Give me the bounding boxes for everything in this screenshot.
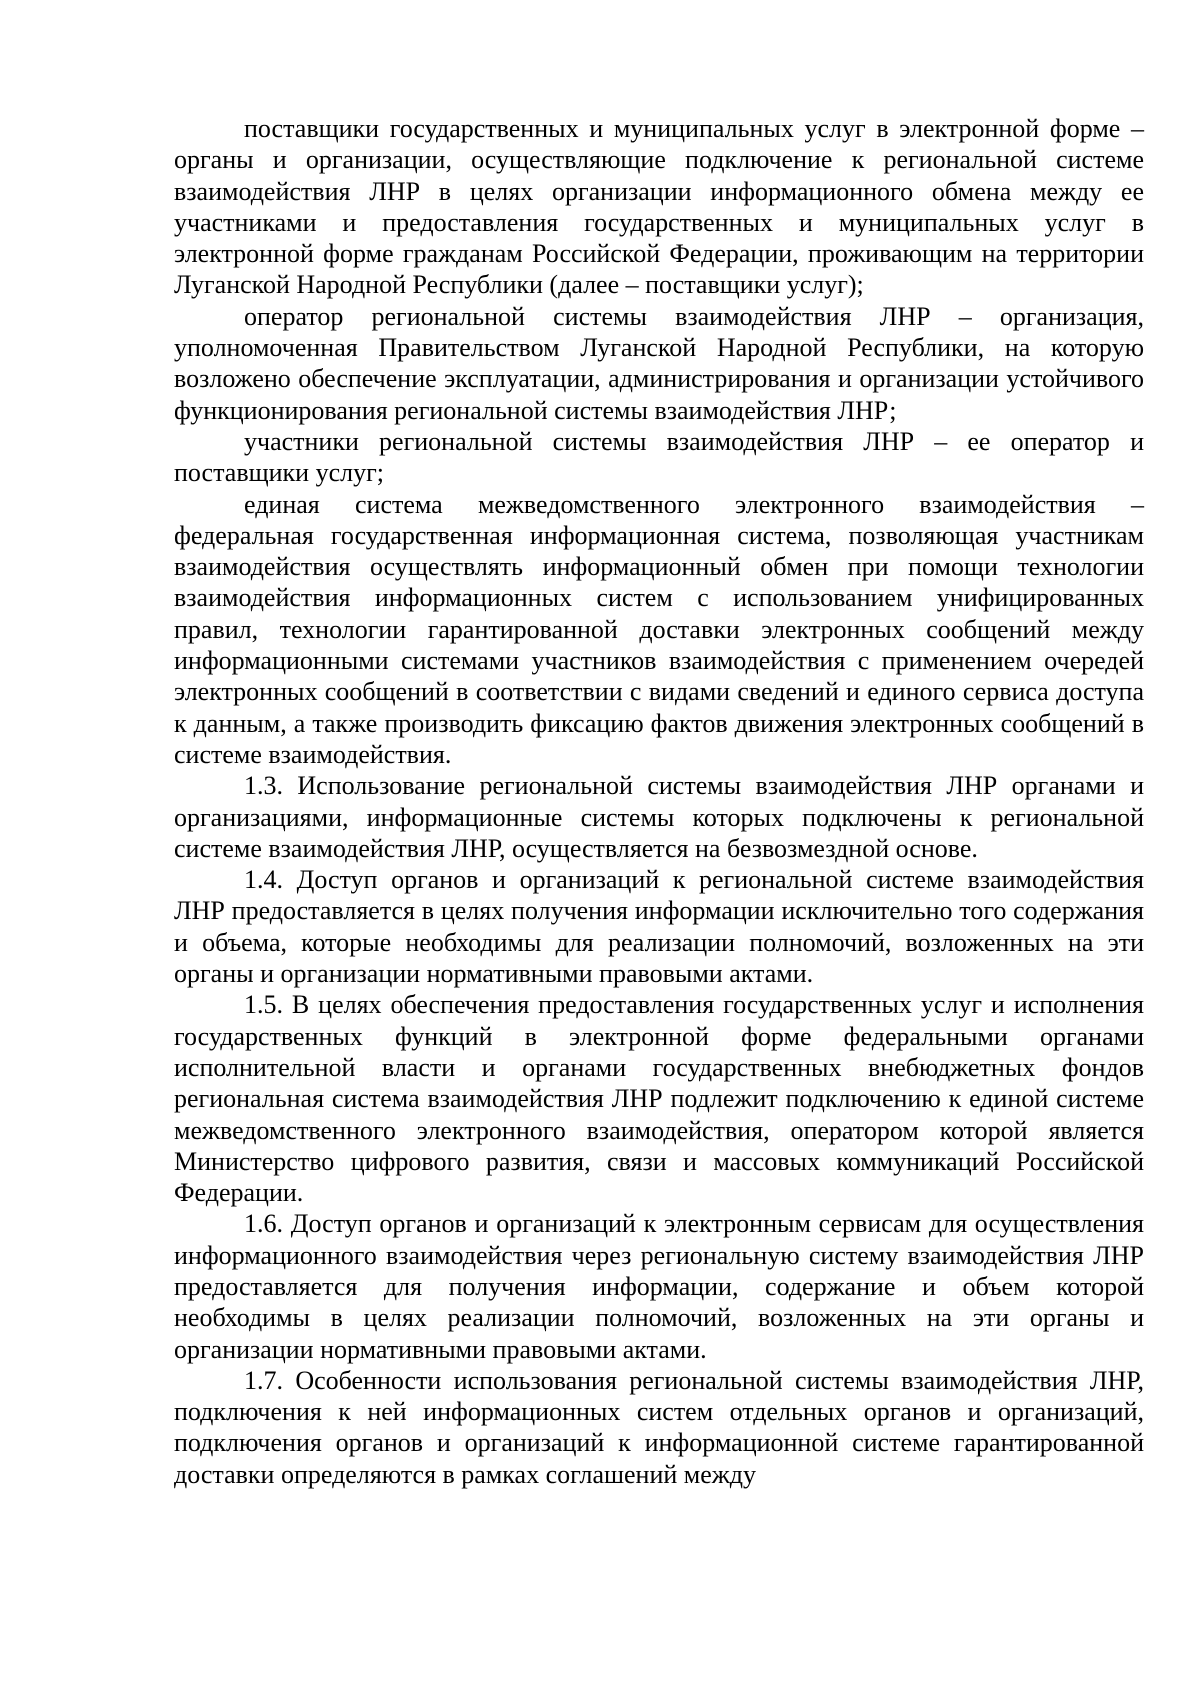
paragraph-clause-1-5: 1.5. В целях обеспечения предоставления государственных услуг и исполнения государственных функций в электронной форме федеральными органами исполнительной власти и органами государственных внебюджетных фондов региональная система взаимодействия ЛНР подлежит подключению к единой системе межведомственного электронного взаимодействия, оператором которой является Министерство цифрового развития, связи и массовых коммуникаций Российской Федерации.: [174, 990, 1144, 1208]
document-body: [174, 113, 1144, 1490]
paragraph-clause-1-3: 1.3. Использование региональной системы взаимодействия ЛНР органами и организациями, информационные системы которых подключены к региональной системе взаимодействия ЛНР, осуществляется на безвозмездной основе.: [174, 771, 1144, 863]
paragraph-clause-1-4: 1.4. Доступ органов и организаций к региональной системе взаимодействия ЛНР предоставляется в целях получения информации исключительно того содержания и объема, которые необходимы для реализации полномочий, возложенных на эти органы и организации нормативными правовыми актами.: [174, 865, 1144, 989]
paragraph-system-participants: участники региональной системы взаимодействия ЛНР – ее оператор и поставщики услуг;: [174, 426, 1144, 488]
paragraph-clause-1-7: 1.7. Особенности использования региональной системы взаимодействия ЛНР, подключения к ней информационных систем отдельных органов и организаций, подключения органов и организаций к информационной системе гарантированной доставки определяются в рамках соглашений между: [174, 1365, 1144, 1489]
paragraph-clause-1-6: 1.6. Доступ органов и организаций к электронным сервисам для осуществления информационного взаимодействия через региональную систему взаимодействия ЛНР предоставляется для получения информации, содержание и объем которой необходимы в целях реализации полномочий, возложенных на эти органы и организации нормативными правовыми актами.: [174, 1209, 1144, 1364]
paragraph-unified-system: единая система межведомственного электронного взаимодействия – федеральная государственная информационная система, позволяющая участникам взаимодействия осуществлять информационный обмен при помощи технологии взаимодействия информационных систем с использованием унифицированных правил, технологии гарантированной доставки электронных сообщений между информационными системами участников взаимодействия с применением очередей электронных сообщений в соответствии с видами сведений и единого сервиса доступа к данным, а также производить фиксацию фактов движения электронных сообщений в системе взаимодействия.: [174, 489, 1144, 769]
paragraph-system-operator: оператор региональной системы взаимодействия ЛНР – организация, уполномоченная Правительством Луганской Народной Республики, на которую возложено обеспечение эксплуатации, администрирования и организации устойчивого функционирования региональной системы взаимодействия ЛНР;: [174, 301, 1144, 425]
paragraph-service-providers: поставщики государственных и муниципальных услуг в электронной форме – органы и организации, осуществляющие подключение к региональной системе взаимодействия ЛНР в целях организации информационного обмена между ее участниками и предоставления государственных и муниципальных услуг в электронной форме гражданам Российской Федерации, проживающим на территории Луганской Народной Республики (далее – поставщики услуг);: [174, 114, 1144, 300]
